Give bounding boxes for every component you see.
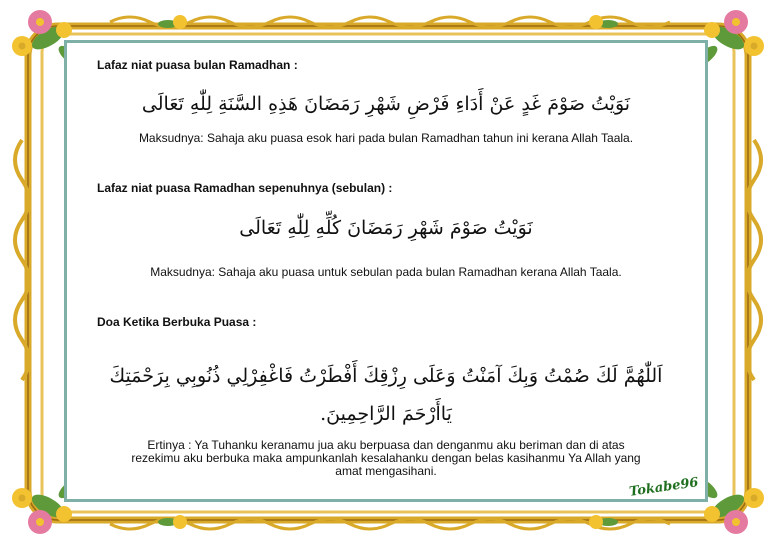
section-heading: Lafaz niat puasa bulan Ramadhan :	[97, 58, 298, 72]
section-heading: Doa Ketika Berbuka Puasa :	[97, 315, 257, 329]
arabic-text: نَوَيْتُ صَوْمَ غَدٍ عَنْ أَدَاءِ فَرْضِ شَهْرِ رَمَضَانَ هَذِهِ السَّنَةِ لِلّٰهِ تَعَالَى	[141, 93, 631, 115]
arabic-text: نَوَيْتُ صَوْمَ شَهْرِ رَمَضَانَ كُلِّهِ لِلّٰهِ تَعَالَى	[239, 217, 533, 239]
meaning-text: Maksudnya: Sahaja aku puasa esok hari pada bulan Ramadhan tahun ini kerana Allah Taala.	[138, 131, 634, 145]
arabic-text-line: يَاأَرْحَمَ الرَّاحِمِينَ.	[320, 403, 452, 425]
signature: Tokabe96	[628, 475, 700, 500]
meaning-text-line: amat mengasihani.	[335, 464, 437, 478]
arabic-text-line: اَللّٰهُمَّ لَكَ صُمْتُ وَبِكَ آمَنْتُ وَعَلَى رِزْقِكَ أَفْطَرْتُ فَاغْفِرْلِي ذُنُوبِي بِرَحْمَتِكَ	[109, 365, 663, 387]
section-heading: Lafaz niat puasa Ramadhan sepenuhnya (sebulan) :	[97, 181, 393, 195]
meaning-text-line: Ertinya : Ya Tuhanku keranamu jua aku berpuasa dan denganmu aku beriman dan di atas	[147, 438, 625, 452]
meaning-text-line: rezekimu aku berbuka maka ampunkanlah kesalahanku dengan belas kasihanmu Ya Allah yang	[131, 451, 641, 465]
prayer-card	[64, 40, 708, 502]
meaning-text: Maksudnya: Sahaja aku puasa untuk sebulan pada bulan Ramadhan kerana Allah Taala.	[150, 265, 622, 279]
